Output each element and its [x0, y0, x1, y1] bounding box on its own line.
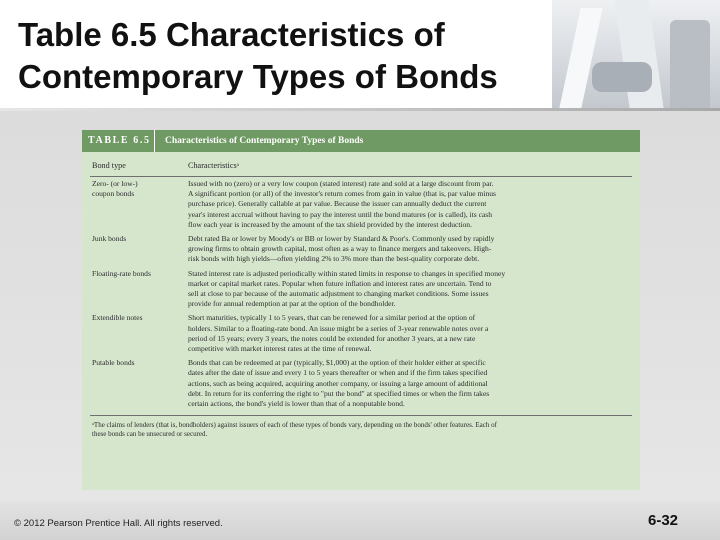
column-headers	[82, 152, 640, 173]
table-row	[92, 179, 632, 230]
copyright-notice: © 2012 Pearson Prentice Hall. All rights reserved.	[14, 518, 223, 529]
table-header	[82, 130, 640, 152]
characteristics-line: competitive with market interest rates at the time of renewal.	[188, 344, 372, 354]
bond-type-cell	[92, 269, 188, 310]
characteristics-line: A significant portion (or all) of the investor's return comes from gain in value (that is, par value minus	[188, 189, 496, 199]
column-header-bond-type: Bond type	[92, 161, 126, 170]
characteristics-line: certain actions, the bond's yield is lower than that of a nonputable bond.	[188, 399, 405, 409]
bond-type-line: Extendible notes	[92, 313, 143, 323]
footnote-line: these bonds can be unsecured or secured.	[92, 430, 208, 439]
characteristics-cell	[188, 269, 630, 310]
characteristics-line: flow each year is increased by the amount of the tax shield provided by the interest deduction.	[188, 219, 472, 229]
decorative-photo	[552, 0, 720, 108]
slide-title: Table 6.5 Characteristics of Contemporary Types of Bonds	[18, 16, 498, 95]
bond-type-cell	[92, 313, 188, 354]
table-label: TABLE 6.5	[82, 130, 155, 152]
bond-type-cell	[92, 358, 188, 409]
bond-table	[82, 130, 640, 490]
bond-type-cell	[92, 234, 188, 265]
characteristics-line: Bonds that can be redeemed at par (typically, $1,000) at the option of their holder either at specific	[188, 358, 486, 368]
characteristics-line: Issued with no (zero) or a very low coupon (stated interest) rate and sold at a large discount from par.	[188, 179, 494, 188]
footnote-line: ᵃThe claims of lenders (that is, bondholders) against issuers of each of these types of bonds vary, depending on the bonds' other features. Each of	[92, 421, 497, 430]
characteristics-line: Debt rated Ba or lower by Moody's or BB or lower by Standard & Poor's. Commonly used by rapidly	[188, 234, 495, 244]
characteristics-line: debt. In return for its conferring the right to "put the bond" at specified times or when the firm takes	[188, 388, 490, 398]
table-caption: Characteristics of Contemporary Types of Bonds	[165, 136, 364, 146]
bond-type-line: Putable bonds	[92, 358, 135, 368]
table-row	[92, 234, 632, 265]
characteristics-line: dates after the date of issue and every 1 to 5 years thereafter or when and if the firm takes specified	[188, 368, 488, 378]
slide-number: 6-32	[648, 512, 679, 529]
characteristics-line: growing firms to obtain growth capital, most often as a way to finance mergers and takeovers. High-	[188, 244, 492, 254]
characteristics-line: risk bonds with high yields—often yielding 2% to 3% more than the best-quality corporate debt.	[188, 254, 480, 264]
characteristics-line: holders. Similar to a floating-rate bond. An issue might be a series of 3-year renewable notes over a	[188, 323, 489, 333]
characteristics-line: sell at close to par because of the automatic adjustment to changing market conditions. Some issues	[188, 289, 489, 299]
characteristics-line: market or capital market rates. Popular when future inflation and interest rates are uncertain. Tend to	[188, 278, 492, 288]
characteristics-line: actions, such as being acquired, acquiring another company, or issuing a large amount of additional	[188, 378, 488, 388]
characteristics-cell	[188, 179, 630, 230]
characteristics-line: period of 15 years; every 3 years, the notes could be extended for another 3 years, at a new rate	[188, 333, 476, 343]
characteristics-cell	[188, 358, 630, 409]
characteristics-cell	[188, 313, 630, 354]
column-header-characteristics: Characteristicsᵃ	[188, 161, 239, 170]
table-row	[92, 313, 632, 354]
characteristics-line: year's interest accrual without having to pay the interest until the bond matures (or is called), its cash	[188, 209, 492, 219]
bond-type-line: Zero- (or low-)	[92, 179, 138, 188]
table-rows	[82, 177, 640, 409]
bond-type-line: coupon bonds	[92, 189, 135, 199]
bond-type-cell	[92, 179, 188, 230]
characteristics-line: Short maturities, typically 1 to 5 years, that can be renewed for a similar period at the option of	[188, 313, 476, 323]
table-row	[92, 269, 632, 310]
table-footnote	[82, 416, 640, 439]
bond-type-line: Junk bonds	[92, 234, 127, 244]
bond-type-line: Floating-rate bonds	[92, 268, 151, 278]
characteristics-line: purchase price). Generally callable at par value. Because the issuer can annually deduct the current	[188, 199, 487, 209]
characteristics-line: Stated interest rate is adjusted periodically within stated limits in response to changes in specified money	[188, 268, 506, 278]
table-row	[92, 358, 632, 409]
characteristics-line: provide for annual redemption at par at the option of the bondholder.	[188, 299, 396, 309]
characteristics-cell	[188, 234, 630, 265]
